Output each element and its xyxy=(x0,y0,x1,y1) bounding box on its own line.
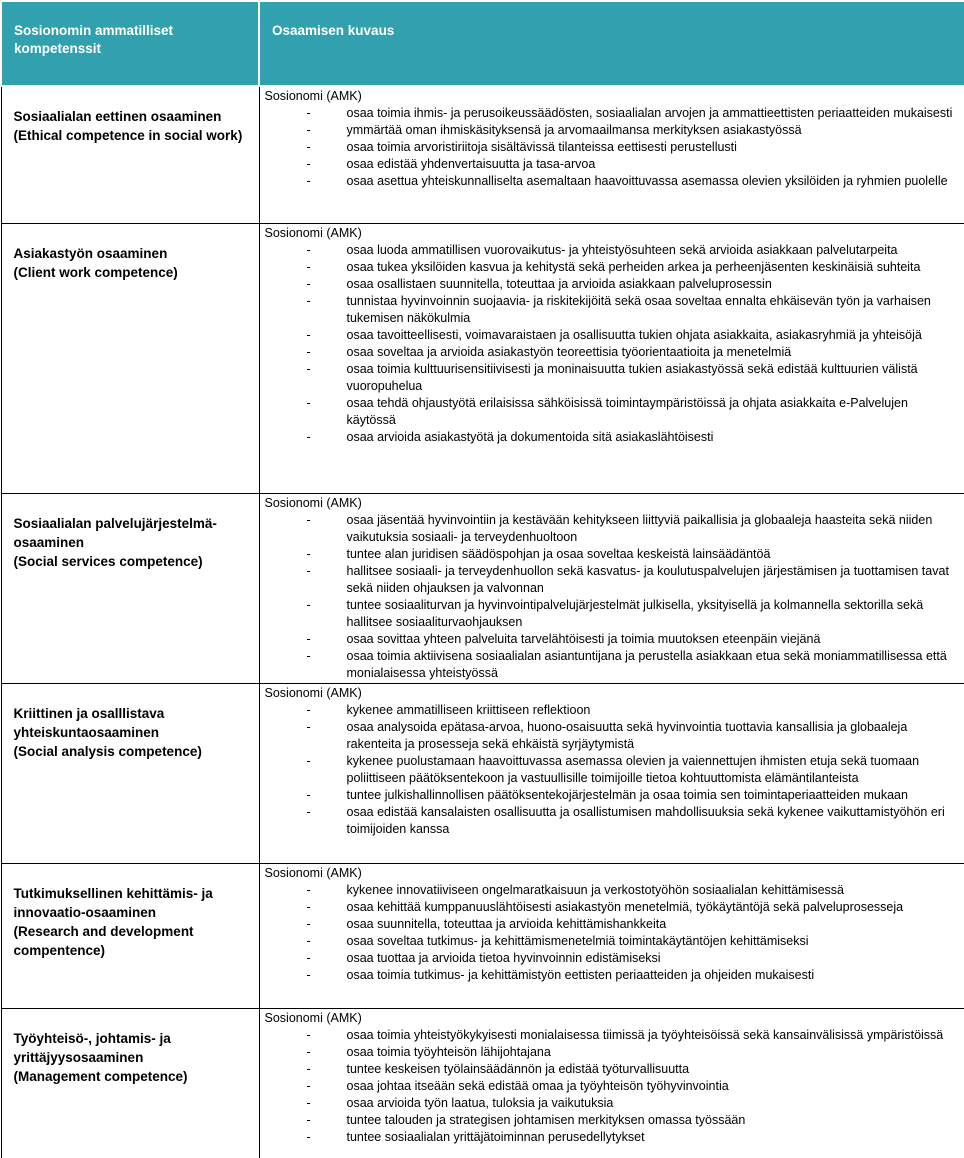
degree-label: Sosionomi (AMK) xyxy=(264,1010,362,1025)
bullet-text: osaa arvioida asiakastyötä ja dokumentoida sitä asiakaslähtöisesti xyxy=(346,429,714,444)
bullet-text: osaa analysoida epätasa-arvoa, huono-osaisuutta sekä hyvinvointia tuottavia kansallisia ja globaaleja rakenteita ja prosesseja sekä ehkäistä syrjäytymistä xyxy=(346,719,908,751)
bullet-text: osaa kehittää kumppanuuslähtöisesti asiakastyön menetelmiä, työkäytäntöjä sekä palveluprosesseja xyxy=(346,899,904,914)
bullet-text: osaa suunnitella, toteuttaa ja arvioida kehittämishankkeita xyxy=(346,916,667,931)
bullet-item xyxy=(265,293,959,327)
bullet-item xyxy=(265,702,959,719)
competence-title-fi: Työyhteisö-, johtamis- ja yrittäjyysosaaminen xyxy=(13,1030,171,1065)
description-cell xyxy=(259,1008,964,1158)
bullet-text: tunnistaa hyvinvoinnin suojaavia- ja riskitekijöitä sekä osaa soveltaa ennalta ehkäisevän työn ja varhaisen tukemisen näkökulmia xyxy=(346,293,931,325)
competence-cell xyxy=(1,863,259,1008)
bullet-dash: - xyxy=(306,1027,311,1042)
bullet-dash: - xyxy=(306,916,311,931)
degree-label: Sosionomi (AMK) xyxy=(264,495,362,510)
table-row xyxy=(1,223,964,493)
bullet-text: osaa toimia arvoristiriitoja sisältävissä tilanteissa eettisesti perustellusti xyxy=(346,140,737,154)
bullet-dash: - xyxy=(306,395,311,410)
bullet-text: osaa soveltaa ja arvioida asiakastyön teoreettisia työorientaatioita ja menetelmiä xyxy=(346,344,792,359)
bullet-text: osaa toimia yhteistyökykyisesti monialaisessa tiimissä ja työyhteisöissä sekä kansainvälisissä ympäristöissä xyxy=(346,1027,944,1042)
table-row xyxy=(1,1008,964,1158)
bullet-dash: - xyxy=(306,344,311,359)
description-cell xyxy=(259,863,964,1008)
bullet-item xyxy=(265,1027,959,1044)
competence-cell xyxy=(1,493,259,683)
bullet-text: hallitsee sosiaali- ja terveydenhuollon sekä kasvatus- ja koulutuspalvelujen järjestämisen ja tuottamisen tavat sekä niiden ohjauksen ja valvonnan xyxy=(346,563,949,595)
bullet-item xyxy=(265,242,959,259)
bullet-text: osaa sovittaa yhteen palveluita tarvelähtöisesti ja toimia muutoksen eteenpäin viejänä xyxy=(346,631,821,646)
bullet-dash: - xyxy=(306,787,311,802)
header-cell-competences: Sosionomin ammatilliset kompetenssit xyxy=(1,1,259,86)
bullet-text: osaa toimia kulttuurisensitiivisesti ja moninaisuutta tukien asiakastyössä sekä edistää kulttuurien välistä vuoropuhelua xyxy=(346,361,918,393)
bullet-text: osaa tuottaa ja arvioida tietoa hyvinvoinnin edistämiseksi xyxy=(346,950,661,965)
bullet-item xyxy=(265,916,959,933)
bullet-text: osaa arvioida työn laatua, tuloksia ja vaikutuksia xyxy=(346,1095,614,1110)
bullet-item xyxy=(265,648,959,682)
bullet-text: osaa tukea yksilöiden kasvua ja kehitystä sekä perheiden arkea ja perheenjäsenten keskinäisiä suhteita xyxy=(346,259,921,274)
bullet-dash: - xyxy=(306,140,311,154)
bullet-dash: - xyxy=(306,967,311,982)
bullet-text: osaa edistää kansalaisten osallisuutta ja osallistumisen mahdollisuuksia sekä kykenee vaikuttamistyöhön eri toimijoiden kanssa xyxy=(346,804,945,836)
bullet-item xyxy=(265,804,959,838)
table-row xyxy=(1,86,964,223)
competence-title-fi: Sosiaalialan palvelujärjestelmä-osaaminen xyxy=(13,515,217,550)
bullet-text: osaa soveltaa tutkimus- ja kehittämismenetelmiä toimintakäytäntöjen kehittämiseksi xyxy=(346,933,809,948)
bullet-text: kykenee innovatiiviseen ongelmaratkaisuun ja verkostotyöhön sosiaalialan kehittämisessä xyxy=(346,882,845,897)
degree-label: Sosionomi (AMK) xyxy=(264,685,362,700)
bullet-dash: - xyxy=(306,276,311,291)
bullet-text: osaa tehdä ohjaustyötä erilaisissa sähköisissä toimintaympäristöissä ja ohjata asiakkaita e-Palvelujen käytössä xyxy=(346,395,908,427)
bullet-dash: - xyxy=(306,429,311,444)
bullet-item xyxy=(265,967,959,984)
bullet-dash: - xyxy=(306,512,311,527)
bullet-text: tuntee talouden ja strategisen johtamisen merkityksen omassa työssään xyxy=(346,1112,746,1127)
bullet-item xyxy=(265,139,959,156)
bullet-item xyxy=(265,327,959,344)
bullet-item xyxy=(265,546,959,563)
bullet-dash: - xyxy=(306,242,311,257)
competence-title-en: (Management competence) xyxy=(13,1068,188,1084)
bullet-item xyxy=(265,1078,959,1095)
description-cell xyxy=(259,86,964,223)
bullet-text: osaa johtaa itseään sekä edistää omaa ja työyhteisön työhyvinvointia xyxy=(346,1078,729,1093)
bullet-dash: - xyxy=(306,546,311,561)
bullet-item xyxy=(265,631,959,648)
bullet-dash: - xyxy=(306,702,311,717)
bullet-text: osaa toimia ihmis- ja perusoikeussäädösten, sosiaalialan arvojen ja ammattieettisten periaatteiden mukaisesti xyxy=(346,106,953,120)
competence-title-fi: Tutkimuksellinen kehittämis- ja innovaatio-osaaminen xyxy=(13,885,213,920)
bullet-item xyxy=(265,882,959,899)
bullet-text: osaa jäsentää hyvinvointiin ja kestävään kehitykseen liittyviä paikallisia ja globaaleja haasteita sekä niiden vaikutuksia sosiaali- ja terveydenhuoltoon xyxy=(346,512,933,544)
bullet-dash: - xyxy=(306,174,311,188)
header-cell-description: Osaamisen kuvaus xyxy=(259,1,964,86)
bullet-dash: - xyxy=(306,157,311,171)
bullet-text: tuntee julkishallinnollisen päätöksentekojärjestelmän ja osaa toimia sen toimintaperiaatteiden mukaan xyxy=(346,787,908,802)
bullet-item xyxy=(265,105,959,122)
bullet-dash: - xyxy=(306,563,311,578)
competence-title-fi: Sosiaalialan eettinen osaaminen xyxy=(13,109,222,124)
competence-cell xyxy=(1,683,259,863)
bullet-item xyxy=(265,597,959,631)
table-body xyxy=(1,86,964,1158)
bullet-dash: - xyxy=(306,933,311,948)
bullet-dash: - xyxy=(306,648,311,663)
bullet-dash: - xyxy=(306,361,311,376)
bullet-dash: - xyxy=(306,804,311,819)
bullet-text: tuntee alan juridisen säädöspohjan ja osaa soveltaa keskeistä lainsäädäntöä xyxy=(346,546,771,561)
bullet-item xyxy=(265,753,959,787)
bullet-dash: - xyxy=(306,1078,311,1093)
description-cell xyxy=(259,493,964,683)
bullet-text: osaa tavoitteellisesti, voimavaraistaen ja osallisuutta tukien ohjata asiakkaita, asiakasryhmiä ja yhteisöjä xyxy=(346,327,922,342)
bullet-dash: - xyxy=(306,899,311,914)
bullet-item xyxy=(265,1112,959,1129)
competence-title-fi: Asiakastyön osaaminen xyxy=(13,245,168,261)
bullet-dash: - xyxy=(306,293,311,308)
bullet-item xyxy=(265,276,959,293)
bullet-text: ymmärtää oman ihmiskäsityksensä ja arvomaailmansa merkityksen asiakastyössä xyxy=(346,123,802,137)
bullet-text: osaa luoda ammatillisen vuorovaikutus- ja yhteistyösuhteen sekä arvioida asiakkaan palvelutarpeita xyxy=(346,242,898,257)
bullet-item xyxy=(265,719,959,753)
description-cell xyxy=(259,683,964,863)
bullet-item xyxy=(265,563,959,597)
bullet-text: osaa asettua yhteiskunnalliselta asemaltaan haavoittuvassa asemassa olevien yksilöiden ja ryhmien puolelle xyxy=(346,174,948,188)
bullet-item xyxy=(265,122,959,139)
degree-label: Sosionomi (AMK) xyxy=(264,225,362,240)
bullet-item xyxy=(265,173,959,190)
bullet-dash: - xyxy=(306,719,311,734)
competence-cell xyxy=(1,1008,259,1158)
competence-cell xyxy=(1,223,259,493)
bullet-item xyxy=(265,1044,959,1061)
bullet-item xyxy=(265,787,959,804)
bullet-dash: - xyxy=(306,1061,311,1076)
bullet-dash: - xyxy=(306,631,311,646)
bullet-dash: - xyxy=(306,1129,311,1144)
bullet-text: osaa osallistaen suunnitella, toteuttaa ja arvioida asiakkaan palveluprosessin xyxy=(346,276,772,291)
bullet-item xyxy=(265,259,959,276)
bullet-text: kykenee puolustamaan haavoittuvassa asemassa olevien ja vaiennettujen ihmisten etuja sekä tuomaan poliittiseen päätöksentekoon ja vastuullisille toimijoille tietoa kohtuuttomista elämäntilanteista xyxy=(346,753,920,785)
bullet-item xyxy=(265,1061,959,1078)
bullet-item xyxy=(265,1129,959,1146)
competence-title-en: (Social analysis competence) xyxy=(13,743,202,759)
competence-title-en: (Client work competence) xyxy=(13,264,178,280)
bullet-item xyxy=(265,361,959,395)
bullet-dash: - xyxy=(306,1044,311,1059)
bullet-text: tuntee sosiaalialan yrittäjätoiminnan perusedellytykset xyxy=(346,1129,645,1144)
competence-cell xyxy=(1,86,259,223)
bullet-dash: - xyxy=(306,259,311,274)
bullet-dash: - xyxy=(306,106,311,120)
bullet-text: osaa toimia aktiivisena sosiaalialan asiantuntijana ja perustella asiakkaan etua sekä moniammatillisessa että monialaisessa yhteistyössä xyxy=(346,648,947,680)
bullet-item xyxy=(265,344,959,361)
competence-title-en: (Social services competence) xyxy=(13,553,203,569)
degree-label: Sosionomi (AMK) xyxy=(264,865,362,880)
bullet-text: tuntee sosiaaliturvan ja hyvinvointipalvelujärjestelmät julkisella, yksityisellä ja kolmannella sektorilla sekä hallitsee sosiaaliturvaohjauksen xyxy=(346,597,924,629)
bullet-dash: - xyxy=(306,597,311,612)
bullet-text: osaa toimia työyhteisön lähijohtajana xyxy=(346,1044,551,1059)
bullet-item xyxy=(265,950,959,967)
bullet-item xyxy=(265,156,959,173)
table-header xyxy=(1,1,964,86)
bullet-item xyxy=(265,1095,959,1112)
bullet-item xyxy=(265,395,959,429)
bullet-dash: - xyxy=(306,882,311,897)
bullet-dash: - xyxy=(306,1112,311,1127)
bullet-dash: - xyxy=(306,123,311,137)
bullet-item xyxy=(265,899,959,916)
bullet-text: osaa toimia tutkimus- ja kehittämistyön eettisten periaatteiden ja ohjeiden mukaisesti xyxy=(346,967,815,982)
bullet-dash: - xyxy=(306,753,311,768)
bullet-text: kykenee ammatilliseen kriittiseen reflektioon xyxy=(346,702,591,717)
bullet-dash: - xyxy=(306,1095,311,1110)
description-cell xyxy=(259,223,964,493)
competence-title-fi: Kriittinen ja osalllistava yhteiskuntaosaaminen xyxy=(13,705,165,740)
degree-label: Sosionomi (AMK) xyxy=(264,89,362,103)
competence-title-en: (Research and development compentence) xyxy=(13,923,194,958)
competence-title-en: (Ethical competence in social work) xyxy=(13,128,243,143)
bullet-item xyxy=(265,933,959,950)
bullet-text: tuntee keskeisen työlainsäädännön ja edistää työturvallisuutta xyxy=(346,1061,690,1076)
table-row xyxy=(1,863,964,1008)
table-row xyxy=(1,493,964,683)
bullet-item xyxy=(265,512,959,546)
bullet-dash: - xyxy=(306,950,311,965)
table-row xyxy=(1,683,964,863)
bullet-text: osaa edistää yhdenvertaisuutta ja tasa-arvoa xyxy=(346,157,596,171)
header-row xyxy=(1,1,964,86)
bullet-dash: - xyxy=(306,327,311,342)
bullet-item xyxy=(265,429,959,446)
